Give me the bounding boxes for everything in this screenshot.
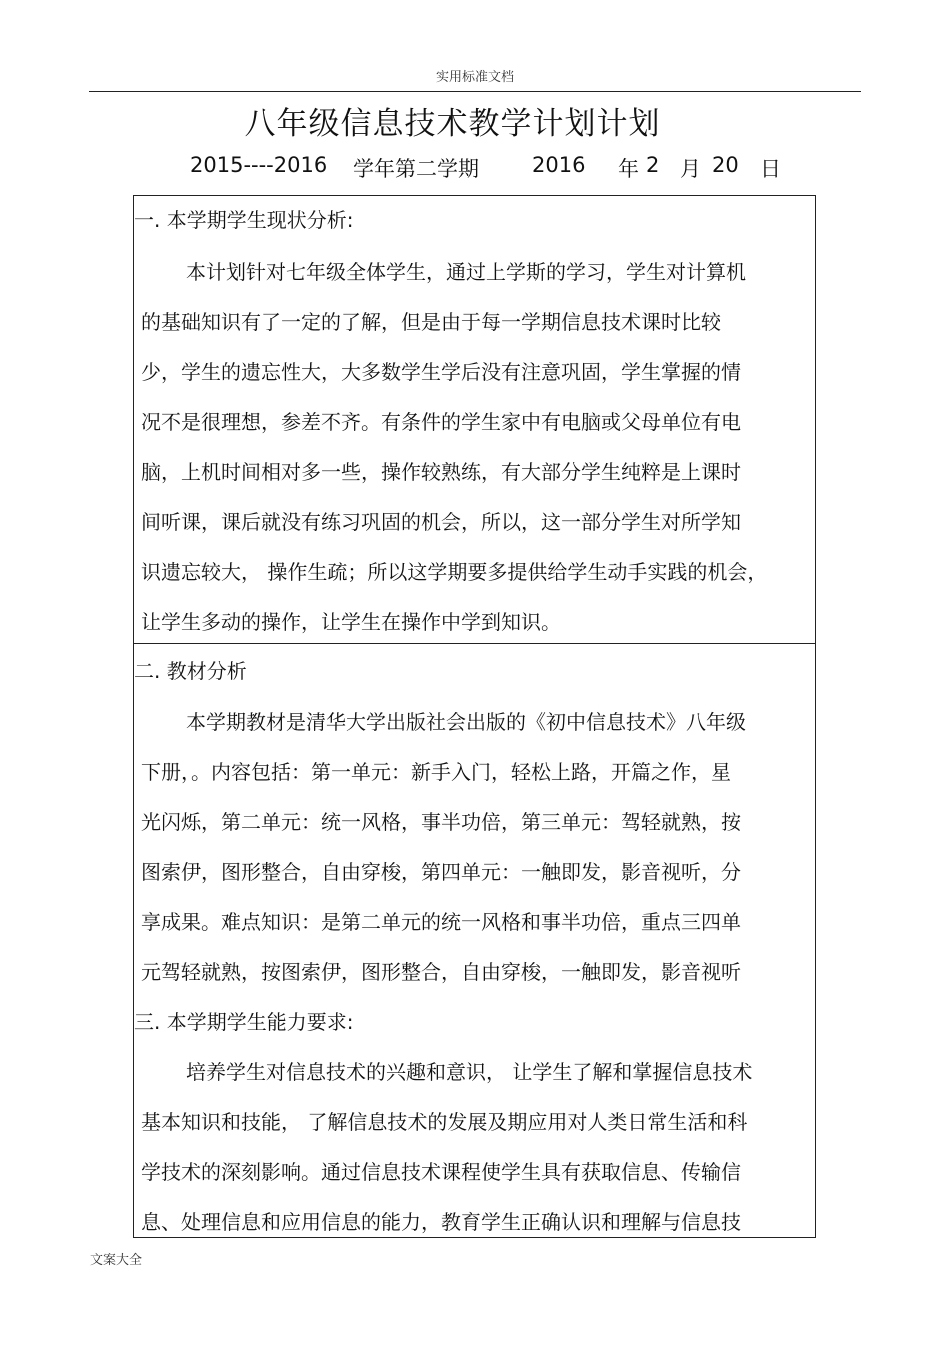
section-line: 本计划针对七年级全体学生，通过上学斯的学习，学生对计算机 xyxy=(186,260,746,284)
section-line: 元驾轻就熟，按图索伊，图形整合，自由穿梭，一触即发，影音视听 xyxy=(141,960,741,984)
section-line: 享成果。难点知识：是第二单元的统一风格和事半功倍，重点三四单 xyxy=(141,910,741,934)
section-line: 脑，上机时间相对多一些，操作较熟练，有大部分学生纯粹是上课时 xyxy=(141,460,741,484)
section-heading-textbook: 二. 教材分析 xyxy=(134,659,247,683)
section-heading-ability: 三. 本学期学生能力要求: xyxy=(134,1010,354,1034)
plan-table xyxy=(133,195,816,1238)
document-title: 八年级信息技术教学计划计划 xyxy=(244,106,661,142)
section-line: 让学生多动的操作，让学生在操作中学到知识。 xyxy=(141,610,561,634)
term-month: 2 xyxy=(646,153,660,177)
section-line: 少，学生的遗忘性大，大多数学生学后没有注意巩固，学生掌握的情 xyxy=(141,360,741,384)
section-line: 学技术的深刻影响。通过信息技术课程使学生具有获取信息、传输信 xyxy=(141,1160,741,1184)
page-header: 实用标准文档 xyxy=(435,70,514,85)
term-semester: 学年第二学期 xyxy=(353,157,479,181)
section-line: 下册，。内容包括：第一单元：新手入门，轻松上路，开篇之作，星 xyxy=(141,760,731,784)
section-line: 图索伊，图形整合，自由穿梭，第四单元：一触即发，影音视听，分 xyxy=(141,860,741,884)
term-year: 2016 xyxy=(532,153,586,177)
section-line: 息、处理信息和应用信息的能力，教育学生正确认识和理解与信息技 xyxy=(141,1210,741,1234)
section-line: 本学期教材是清华大学出版社会出版的《初中信息技术》八年级 xyxy=(186,710,746,734)
page-footer: 文案大全 xyxy=(90,1253,143,1268)
section-line: 光闪烁，第二单元：统一风格，事半功倍，第三单元：驾轻就熟，按 xyxy=(141,810,741,834)
term-day: 20 xyxy=(712,153,739,177)
section-line: 培养学生对信息技术的兴趣和意识， 让学生了解和掌握信息技术 xyxy=(186,1060,753,1084)
section-divider xyxy=(134,643,815,644)
term-years: 2015----2016 xyxy=(190,153,328,177)
section-line: 基本知识和技能， 了解信息技术的发展及期应用对人类日常生活和科 xyxy=(141,1110,748,1134)
term-day-char: 日 xyxy=(760,157,781,181)
term-year-char: 年 xyxy=(618,157,639,181)
term-month-char: 月 xyxy=(680,157,701,181)
section-line: 况不是很理想，参差不齐。有条件的学生家中有电脑或父母单位有电 xyxy=(141,410,741,434)
header-rule xyxy=(89,91,861,92)
section-line: 的基础知识有了一定的了解，但是由于每一学期信息技术课时比较 xyxy=(141,310,721,334)
section-line: 间听课，课后就没有练习巩固的机会，所以，这一部分学生对所学知 xyxy=(141,510,741,534)
section-heading-status: 一. 本学期学生现状分析: xyxy=(134,208,354,232)
section-line: 识遗忘较大， 操作生疏；所以这学期要多提供给学生动手实践的机会， xyxy=(141,560,768,584)
